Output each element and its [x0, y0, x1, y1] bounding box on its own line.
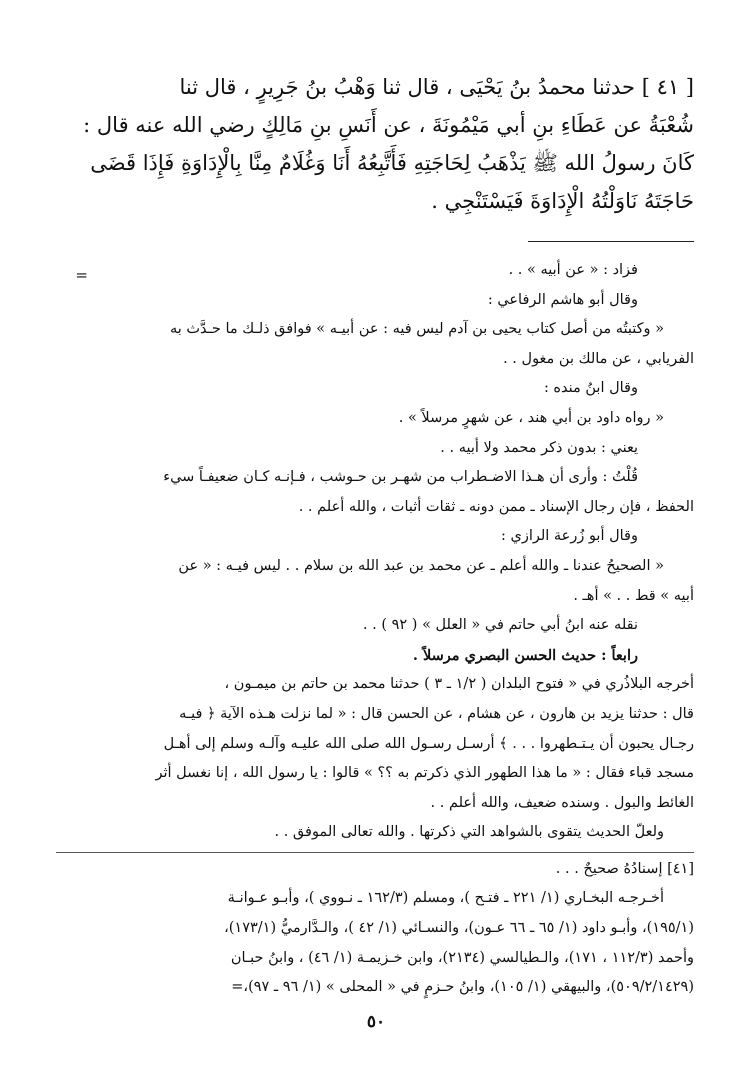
footnote-line: الحفظ ، فإن رجال الإسناد ـ ممن دونه ـ ثقات أثبات ، والله أعلم . . — [298, 498, 694, 515]
footnote-line: رابعاً : حديث الحسن البصري مرسلاً . — [412, 646, 638, 664]
takhrij-line: وأحمد (١١٢/٣ ، ١٧١)، والـطيالسي (٢١٣٤)، وابن خـزيمـة (١/ ٤٦) ، وابنُ حبـان — [230, 949, 694, 966]
footnote-line: أخرجه البلاذُري في « فتوح البلدان ( ١/٢ ـ ٣ ) حدثنا محمد بن حاتم بن ميمـون ، — [224, 676, 694, 693]
footnote-line: وقال أبو زُرعة الرازي : — [500, 528, 638, 545]
footnote-line: مسجد قباء فقال : « ما هذا الطهور الذي ذكرتم به ؟؟ » قالوا : يا رسول الله ، إنا نغسل أثر — [155, 765, 694, 782]
footnote-line: فزاد : « عن أبيه » . . — [508, 262, 638, 278]
hadith-line: شُعْبَةُ عن عَطَاءِ بنِ أبي مَيْمُونَةَ ، عن أَنَسِ بنِ مَالِكٍ رضي الله عنه قال : — [83, 113, 694, 137]
hadith-line: [ ٤١ ] حدثنا محمدُ بنُ يَحْيَى ، قال ثنا وَهْبُ بنُ جَرِيرٍ ، قال ثنا — [179, 75, 694, 99]
footnote-line: يعني : بدون ذكر محمد ولا أبيه . . — [440, 439, 638, 456]
footnote-line: « وكتبتُه من أصل كتاب يحيى بن آدم ليس فيه : عن أبيـه » فوافق ذلـك ما حـدَّث به — [169, 321, 664, 338]
page-number: ٥٠ — [366, 1012, 386, 1032]
hadith-text — [56, 68, 694, 220]
footnote-divider — [528, 241, 694, 242]
footnote-line: وقال ابنُ منده : — [543, 380, 638, 397]
footnote-line: الفريابي ، عن مالك بن مغول . . — [503, 350, 694, 367]
footnote-line: الغائط والبول . وسنده ضعيف، والله أعلم . . — [430, 794, 694, 811]
takhrij-divider — [56, 852, 694, 853]
hadith-line: كَانَ رسولُ الله ﷺ يَذْهَبُ لِحَاجَتِهِ فَأَتَّبِعُهُ أَنَا وَغُلَامٌ مِنَّا بِالْإِدَاوَةِ فَإِذَا قَضَى — [90, 151, 694, 175]
takhrij-line: [٤١] إسنادُهُ صحيحٌ . . . — [555, 860, 694, 877]
footnote-line: « الصحيحُ عندنا ـ والله أعلم ـ عن محمد بن عبد الله بن سلام . . ليس فيـه : « عن — [178, 557, 664, 574]
takhrij-line: (١٩٥/١)، وأبـو داود (١/ ٦٥ ـ ٦٦ عـون)، والنسـائي (١/ ٤٢ )، والـدَّارميُّ (١٧٣/١)، — [224, 920, 694, 937]
footnote-line: قُلْتُ : وأرى أن هـذا الاضـطراب من شهـر بن حـوشب ، فـإنـه كـان ضعيفـاً سيء — [163, 469, 638, 486]
footnote-line: رجـال يحبون أن يـتـطهروا . . . ﴾ أرسـل رسـول الله صلى الله عليـه وآلـه وسلم إلى أهـل — [163, 735, 694, 752]
footnote-line: أبيه » قط . . » أهـ . — [573, 587, 694, 604]
footnote-line: قال : حدثنا يزيد بن هارون ، عن هشام ، عن الحسن قال : « لما نزلت هـذه الآية ﴿ فيـه — [179, 705, 694, 722]
takhrij-line: أخـرجـه البخـاري (١/ ٢٢١ ـ فتـح )، ومسلم (١٦٢/٣ ـ نـووي )، وأبـو عـوانـة — [227, 890, 664, 907]
footnote-line: نقله عنه ابنُ أبي حاتم في « العلل » ( ٩٢ ) . . — [362, 617, 638, 634]
footnotes — [56, 256, 694, 1003]
footnote-line: وقال أبو هاشم الرفاعي : — [487, 291, 638, 308]
hadith-line: حَاجَتَهُ نَاوَلْتُهُ الْإِدَاوَةَ فَيَسْتَنْجِي . — [431, 189, 694, 213]
continuation-mark: = — [75, 266, 88, 284]
footnote-line: ولعلّ الحديث يتقوى بالشواهد التي ذكرتها . والله تعالى الموفق . . — [274, 824, 664, 841]
takhrij-line: (٥٠٩/٢/١٤٢٩)، والبيهقي (١/ ١٠٥)، وابنُ حـزمٍ في « المحلى » (١/ ٩٦ ـ ٩٧)،= — [231, 979, 694, 996]
footnote-line: « رواه داود بن أبي هند ، عن شهرٍ مرسلاً » . — [398, 409, 664, 426]
